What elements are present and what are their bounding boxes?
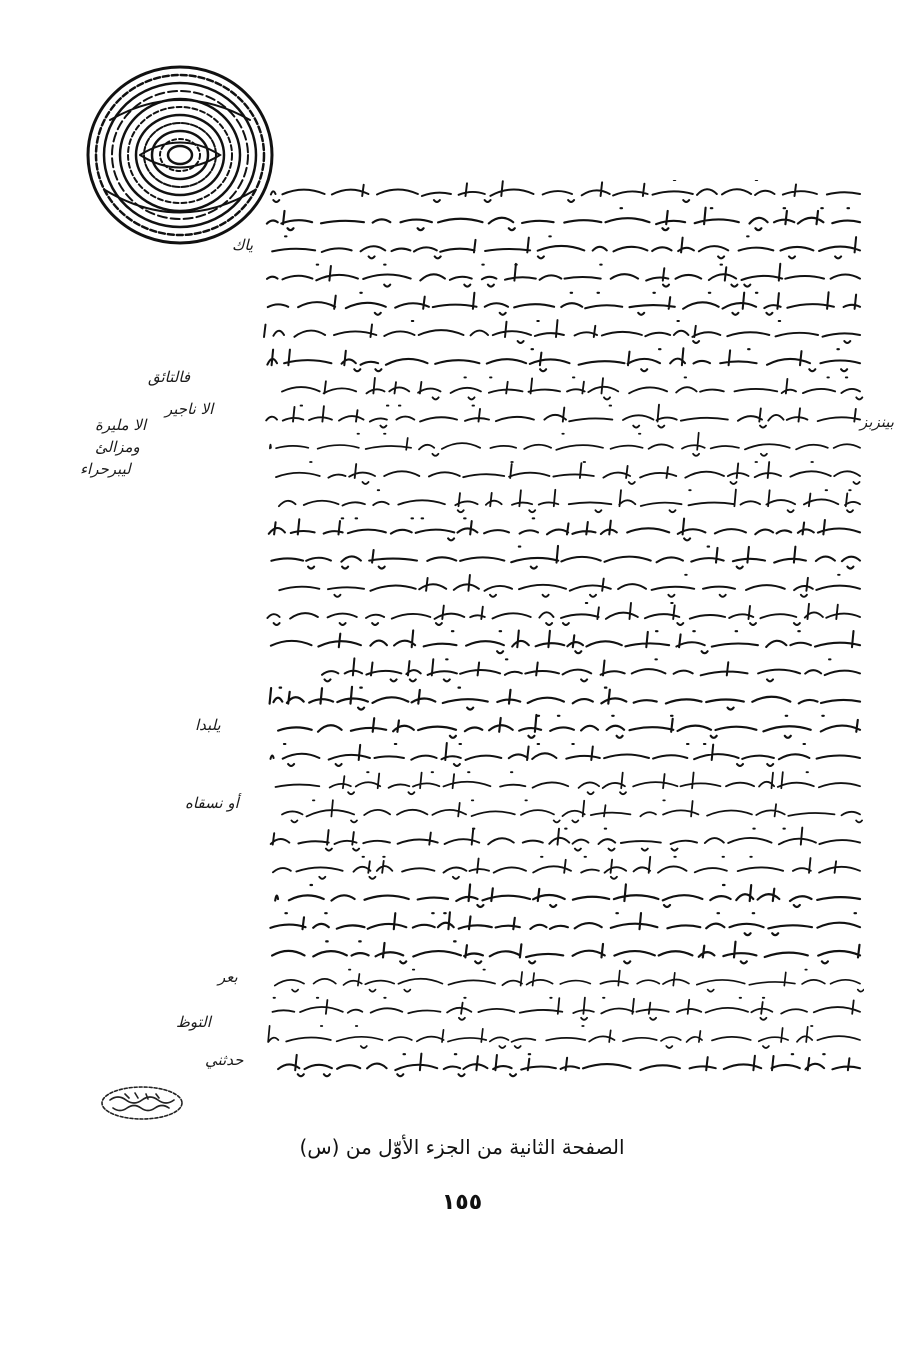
handwritten-stroke [264, 320, 860, 343]
handwritten-stroke [271, 630, 860, 653]
handwritten-stroke [273, 998, 861, 1020]
margin-note: الا مليرة [95, 416, 147, 434]
handwritten-stroke [282, 377, 862, 399]
handwritten-stroke [279, 490, 860, 513]
handwritten-line [273, 857, 860, 879]
handwritten-line [269, 518, 860, 540]
handwritten-stroke [322, 658, 860, 681]
handwritten-stroke [272, 236, 860, 258]
margin-note: بعر [218, 968, 238, 986]
handwritten-line [270, 433, 860, 456]
handwritten-stroke [271, 180, 860, 202]
handwritten-line [268, 292, 860, 315]
handwritten-stroke [267, 348, 860, 371]
handwritten-line [272, 941, 860, 963]
handwritten-stroke [269, 518, 860, 540]
page-number: ١٥٥ [441, 1190, 483, 1215]
handwritten-stroke [270, 912, 860, 935]
margin-note: حدثني [205, 1051, 244, 1069]
handwritten-line [264, 320, 860, 343]
handwritten-line [276, 462, 860, 484]
handwritten-line [322, 658, 860, 681]
handwritten-stroke [270, 433, 860, 456]
margin-note: الا ناجير [165, 400, 214, 418]
margin-note: ليبرحراء [80, 460, 131, 478]
handwritten-stroke [272, 941, 860, 963]
handwritten-stroke [278, 1054, 860, 1077]
handwritten-line [271, 828, 860, 851]
handwritten-line [271, 180, 860, 202]
page-caption: الصفحة الثانية من الجزء الأوّل من (س) [299, 1135, 625, 1159]
handwritten-stroke [271, 546, 860, 569]
handwritten-line [271, 546, 860, 569]
handwritten-stroke [275, 884, 860, 907]
handwritten-stroke [276, 772, 861, 794]
margin-note: التوظ [176, 1013, 211, 1031]
handwritten-stroke [278, 715, 860, 738]
handwritten-stroke [270, 687, 860, 710]
handwritten-line [282, 800, 862, 822]
handwritten-line [278, 715, 860, 738]
handwritten-line [282, 377, 862, 399]
handwritten-line [279, 575, 860, 597]
handwritten-line [278, 1054, 860, 1077]
handwritten-line [262, 603, 860, 625]
handwritten-line [273, 998, 861, 1020]
margin-note: ومزالئ [95, 438, 140, 456]
handwritten-stroke [267, 264, 860, 287]
handwritten-stroke [271, 828, 860, 851]
margin-note: فالتائق [148, 368, 191, 386]
handwritten-line [271, 630, 860, 653]
manuscript-handwriting [262, 180, 864, 1100]
handwritten-stroke [279, 575, 860, 597]
handwritten-stroke [282, 800, 862, 822]
handwritten-stroke [262, 208, 860, 231]
handwritten-line [276, 772, 861, 794]
handwritten-stroke [276, 462, 860, 484]
handwritten-line [267, 348, 860, 371]
handwritten-line [262, 208, 860, 231]
handwritten-line [270, 912, 860, 935]
margin-note: أو نسقاه [185, 794, 239, 812]
handwritten-line [275, 884, 860, 907]
handwritten-stroke [262, 603, 860, 625]
margin-note: يلبدا [195, 716, 221, 734]
handwritten-line [272, 236, 860, 258]
stamp-icon [95, 1080, 190, 1125]
handwritten-stroke [262, 405, 860, 428]
handwritten-stroke [271, 743, 861, 766]
handwritten-line [271, 743, 861, 766]
margin-note: بينزبز [860, 413, 894, 431]
handwritten-stroke [275, 970, 864, 992]
handwritten-stroke [268, 292, 860, 315]
handwritten-stroke [268, 1026, 860, 1048]
seal-icon [80, 60, 280, 255]
handwritten-line [275, 970, 864, 992]
handwritten-line [267, 264, 860, 287]
handwritten-line [268, 1026, 860, 1048]
handwritten-stroke [273, 857, 860, 879]
handwritten-line [279, 490, 860, 513]
margin-note: ياك [232, 236, 254, 254]
handwritten-line [262, 405, 860, 428]
handwritten-line [270, 687, 860, 710]
